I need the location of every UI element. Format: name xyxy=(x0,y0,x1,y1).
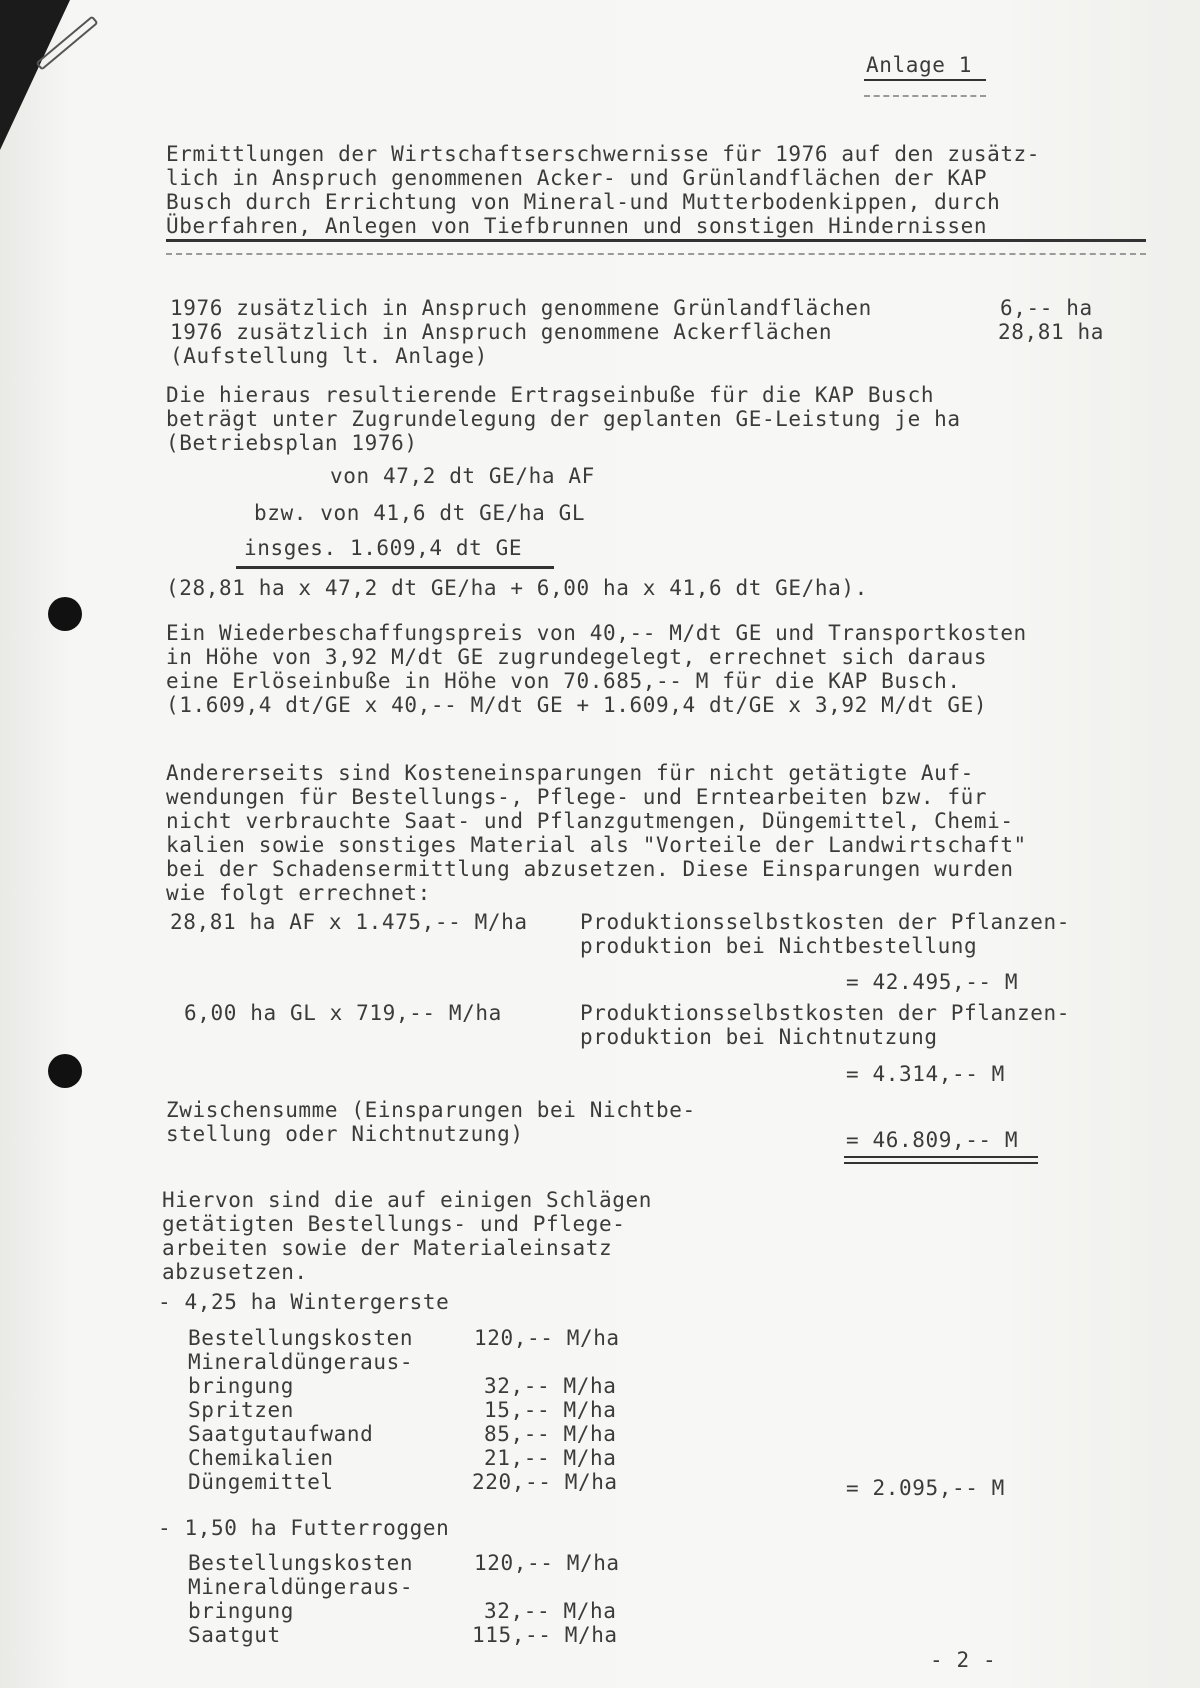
loss-intro-2: beträgt unter Zugrundelegung der geplanten GE-Leistung je ha xyxy=(166,407,961,431)
yield-formula: (28,81 ha x 47,2 dt GE/ha + 6,00 ha x 41,6 dt GE/ha). xyxy=(166,576,868,600)
yield-gl: bzw. von 41,6 dt GE/ha GL xyxy=(254,501,586,525)
calc1-left: 28,81 ha AF x 1.475,-- M/ha xyxy=(170,910,528,934)
crop1-item-label: Bestellungskosten xyxy=(188,1326,414,1350)
title-underline xyxy=(166,239,1146,242)
title-line-4: Überfahren, Anlegen von Tiefbrunnen und sonstigen Hindernissen xyxy=(166,214,988,238)
crop2-item-label: Mineraldüngeraus- xyxy=(188,1575,414,1599)
area-acker-label: 1976 zusätzlich in Anspruch genommene Ackerflächen xyxy=(170,320,833,344)
crop1-item-value: 85,-- M/ha xyxy=(484,1422,617,1446)
crop2-item-label: Bestellungskosten xyxy=(188,1551,414,1575)
title-line-3: Busch durch Errichtung von Mineral-und Mutterbodenkippen, durch xyxy=(166,190,1001,214)
subtotal-value: = 46.809,-- M xyxy=(846,1128,1019,1152)
crop1-item-label: Chemikalien xyxy=(188,1446,334,1470)
calc2-left: 6,00 ha GL x 719,-- M/ha xyxy=(184,1001,502,1025)
title-line-2: lich in Anspruch genommenen Acker- und Grünlandflächen der KAP xyxy=(166,166,988,190)
savings-intro-3: nicht verbrauchte Saat- und Pflanzgutmengen, Düngemittel, Chemi- xyxy=(166,809,1014,833)
loss-intro-3: (Betriebsplan 1976) xyxy=(166,431,418,455)
punch-hole-bottom xyxy=(48,1054,82,1088)
crop1-item-value: 120,-- M/ha xyxy=(474,1326,620,1350)
area-gruenland-label: 1976 zusätzlich in Anspruch genommene Grünlandflächen xyxy=(170,296,872,320)
calc2-result: = 4.314,-- M xyxy=(846,1062,1005,1086)
savings-intro-4: kalien sowie sonstiges Material als "Vorteile der Landwirtschaft" xyxy=(166,833,1027,857)
crop2-item-label: bringung xyxy=(188,1599,294,1623)
crop1-item-value: 15,-- M/ha xyxy=(484,1398,617,1422)
title-line-1: Ermittlungen der Wirtschaftserschwernisse für 1976 auf den zusätz- xyxy=(166,142,1041,166)
savings-intro-5: bei der Schadensermittlung abzusetzen. Diese Einsparungen wurden xyxy=(166,857,1014,881)
subtotal-label-1: Zwischensumme (Einsparungen bei Nichtbe- xyxy=(166,1098,696,1122)
calc1-desc-1: Produktionsselbstkosten der Pflanzen- xyxy=(580,910,1070,934)
crop1-item-label: bringung xyxy=(188,1374,294,1398)
savings-intro-2: wendungen für Bestellungs-, Pflege- und Erntearbeiten bzw. für xyxy=(166,785,988,809)
deduct-intro-3: arbeiten sowie der Materialeinsatz xyxy=(162,1236,613,1260)
revenue-line-2: in Höhe von 3,92 M/dt GE zugrundegelegt, errechnet sich daraus xyxy=(166,645,988,669)
crop1-item-label: Düngemittel xyxy=(188,1470,334,1494)
subtotal-underline-1 xyxy=(844,1156,1038,1158)
crop1-item-value: 220,-- M/ha xyxy=(472,1470,618,1494)
yield-total: insges. 1.609,4 dt GE xyxy=(244,536,523,560)
calc2-desc-2: produktion bei Nichtnutzung xyxy=(580,1025,938,1049)
revenue-line-3: eine Erlöseinbuße in Höhe von 70.685,-- M für die KAP Busch. xyxy=(166,669,961,693)
crop2-item-label: Saatgut xyxy=(188,1623,281,1647)
yield-total-underline xyxy=(236,566,554,569)
folded-corner xyxy=(0,0,70,150)
crop2-item-value: 120,-- M/ha xyxy=(474,1551,620,1575)
crop1-item-label: Mineraldüngeraus- xyxy=(188,1350,414,1374)
crop2-item-value: 115,-- M/ha xyxy=(472,1623,618,1647)
crop1-item-value: 21,-- M/ha xyxy=(484,1446,617,1470)
areas-note: (Aufstellung lt. Anlage) xyxy=(170,344,488,368)
calc1-desc-2: produktion bei Nichtbestellung xyxy=(580,934,978,958)
crop1-item-value: 32,-- M/ha xyxy=(484,1374,617,1398)
area-acker-value: 28,81 ha xyxy=(998,320,1104,344)
revenue-line-1: Ein Wiederbeschaffungspreis von 40,-- M/dt GE und Transportkosten xyxy=(166,621,1027,645)
area-gruenland-value: 6,-- ha xyxy=(1000,296,1093,320)
subtotal-label-2: stellung oder Nichtnutzung) xyxy=(166,1122,524,1146)
subtotal-underline-2 xyxy=(844,1162,1038,1164)
loss-intro-1: Die hieraus resultierende Ertragseinbuße für die KAP Busch xyxy=(166,383,935,407)
deduct-intro-1: Hiervon sind die auf einigen Schlägen xyxy=(162,1188,652,1212)
anlage-underline xyxy=(864,79,986,81)
yield-af: von 47,2 dt GE/ha AF xyxy=(330,464,595,488)
crop1-total: = 2.095,-- M xyxy=(846,1476,1005,1500)
crop2-title: - 1,50 ha Futterroggen xyxy=(158,1516,450,1540)
savings-intro-1: Andererseits sind Kosteneinsparungen für nicht getätigte Auf- xyxy=(166,761,974,785)
deduct-intro-4: abzusetzen. xyxy=(162,1260,308,1284)
crop1-title: - 4,25 ha Wintergerste xyxy=(158,1290,450,1314)
crop1-item-label: Spritzen xyxy=(188,1398,294,1422)
revenue-line-4: (1.609,4 dt/GE x 40,-- M/dt GE + 1.609,4 dt/GE x 3,92 M/dt GE) xyxy=(166,693,988,717)
calc1-result: = 42.495,-- M xyxy=(846,970,1019,994)
deduct-intro-2: getätigten Bestellungs- und Pflege- xyxy=(162,1212,626,1236)
crop2-item-value: 32,-- M/ha xyxy=(484,1599,617,1623)
savings-intro-6: wie folgt errechnet: xyxy=(166,881,431,905)
calc2-desc-1: Produktionsselbstkosten der Pflanzen- xyxy=(580,1001,1070,1025)
page-number: - 2 - xyxy=(930,1648,997,1672)
anlage-dash xyxy=(864,95,986,97)
punch-hole-top xyxy=(48,597,82,631)
crop1-item-label: Saatgutaufwand xyxy=(188,1422,374,1446)
title-dash xyxy=(166,253,1146,255)
anlage-label: Anlage 1 xyxy=(866,53,972,77)
